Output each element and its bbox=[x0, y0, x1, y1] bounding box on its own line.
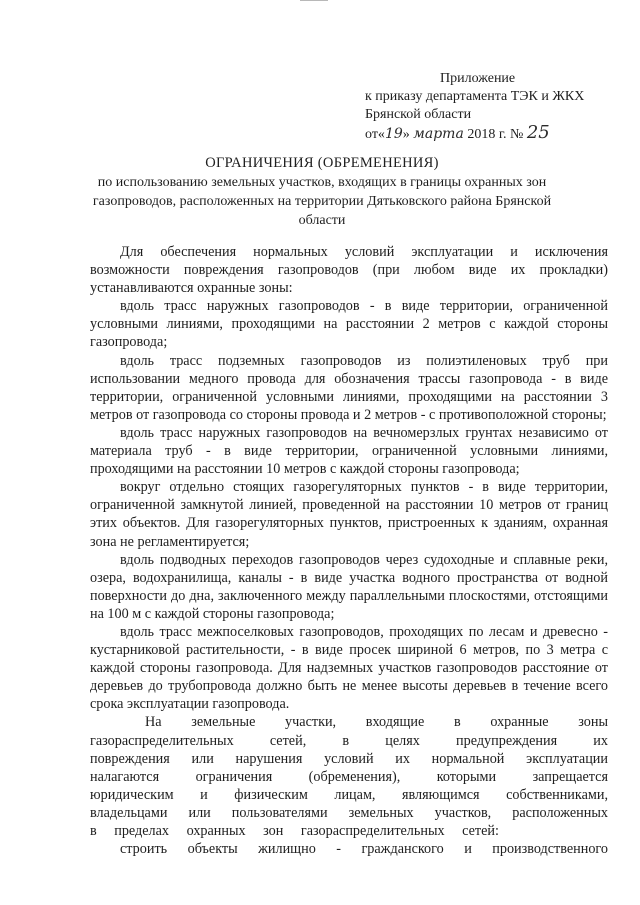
date-prefix: от« bbox=[365, 127, 385, 142]
handwritten-month: марта bbox=[413, 126, 464, 142]
paragraph-permafrost: вдоль трасс наружных газопроводов на вечномерзлых грунтах независимо от материала труб - в виде территории, ограниченной условными линиями, проходящими на расстоянии 10 метров с каждой стороны газопровода; bbox=[90, 424, 608, 478]
date-mid: » bbox=[402, 127, 410, 142]
paragraph-intro: Для обеспечения нормальных условий эксплуатации и исключения возможности повреждения газопроводов (при любом виде их прокладки) устанавливаются охранные зоны: bbox=[90, 244, 608, 297]
handwritten-day: 19 bbox=[384, 126, 403, 142]
appendix-line-1: к приказу департамента ТЭК и ЖКХ bbox=[365, 89, 585, 104]
appendix-header bbox=[365, 70, 625, 144]
document-body bbox=[90, 243, 608, 858]
paragraph-forest-pipelines: вдоль трасс межпоселковых газопроводов, проходящих по лесам и древесно - кустарниковой растительности, - в виде просек шириной 6 метров, по 3 метра с каждой стороны газопровода. Для надземных участков газопроводов расстояние от деревьев до трубопровода должно быть не менее высоты деревьев в течение всего срока эксплуатации газопровода. bbox=[90, 623, 608, 713]
paragraph-outer-pipelines: вдоль трасс наружных газопроводов - в виде территории, ограниченной условными линиями, проходящими на расстоянии 2 метров с каждой стороны газопровода; bbox=[90, 298, 608, 351]
paragraph-regulator-points: вокруг отдельно стоящих газорегуляторных пунктов - в виде территории, ограниченной замкнутой линией, проведенной на расстоянии 10 метров от границ этих объектов. Для газорегуляторных пунктов, пристроенных к зданиям, охранная зона не регламентируется; bbox=[90, 479, 608, 550]
document-title-block bbox=[82, 154, 562, 230]
document-title: ОГРАНИЧЕНИЯ (ОБРЕМЕНЕНИЯ) bbox=[205, 155, 439, 171]
appendix-line-2: Брянской области bbox=[365, 107, 472, 122]
document-subtitle: по использованию земельных участков, входящих в границы охранных зон газопроводов, расположенных на территории Дятьковского района Брянской области bbox=[92, 175, 552, 228]
paragraph-list-item: строить объекты жилищно - гражданского и производственного bbox=[120, 841, 608, 858]
handwritten-order-number: 25 bbox=[526, 122, 550, 143]
paragraph-underwater-crossings: вдоль подводных переходов газопроводов через судоходные и сплавные реки, озера, водохранилища, каналы - в виде участка водного пространства от водной поверхности до дна, заключенного между параллельными плоскостями, отстоящими на 100 м с каждой стороны газопровода; bbox=[90, 551, 608, 622]
appendix-date-line bbox=[365, 124, 625, 144]
appendix-title: Приложение bbox=[440, 71, 516, 86]
paragraph-restrictions: На земельные участки, входящие в охранные зоны газораспределительных сетей, в целях предупреждения их повреждения или нарушения условий их нормальной эксплуатации налагаются ограничения (обременения), которыми запрещается юридическим и физическим лицам, являющимся собственниками, владельцами или пользователями земельных участков, расположенных в пределах охранных зон газораспределительных сетей: bbox=[90, 714, 608, 839]
paragraph-underground-pipelines: вдоль трасс подземных газопроводов из полиэтиленовых труб при использовании медного провода для обозначения трассы газопровода - в виде территории, ограниченной условными линиями, проходящими на расстоянии 3 метров от газопровода со стороны провода и 2 метров - с противоположной стороны; bbox=[90, 352, 608, 423]
scan-mark bbox=[300, 0, 328, 1]
date-year: 2018 г. № bbox=[467, 127, 524, 142]
